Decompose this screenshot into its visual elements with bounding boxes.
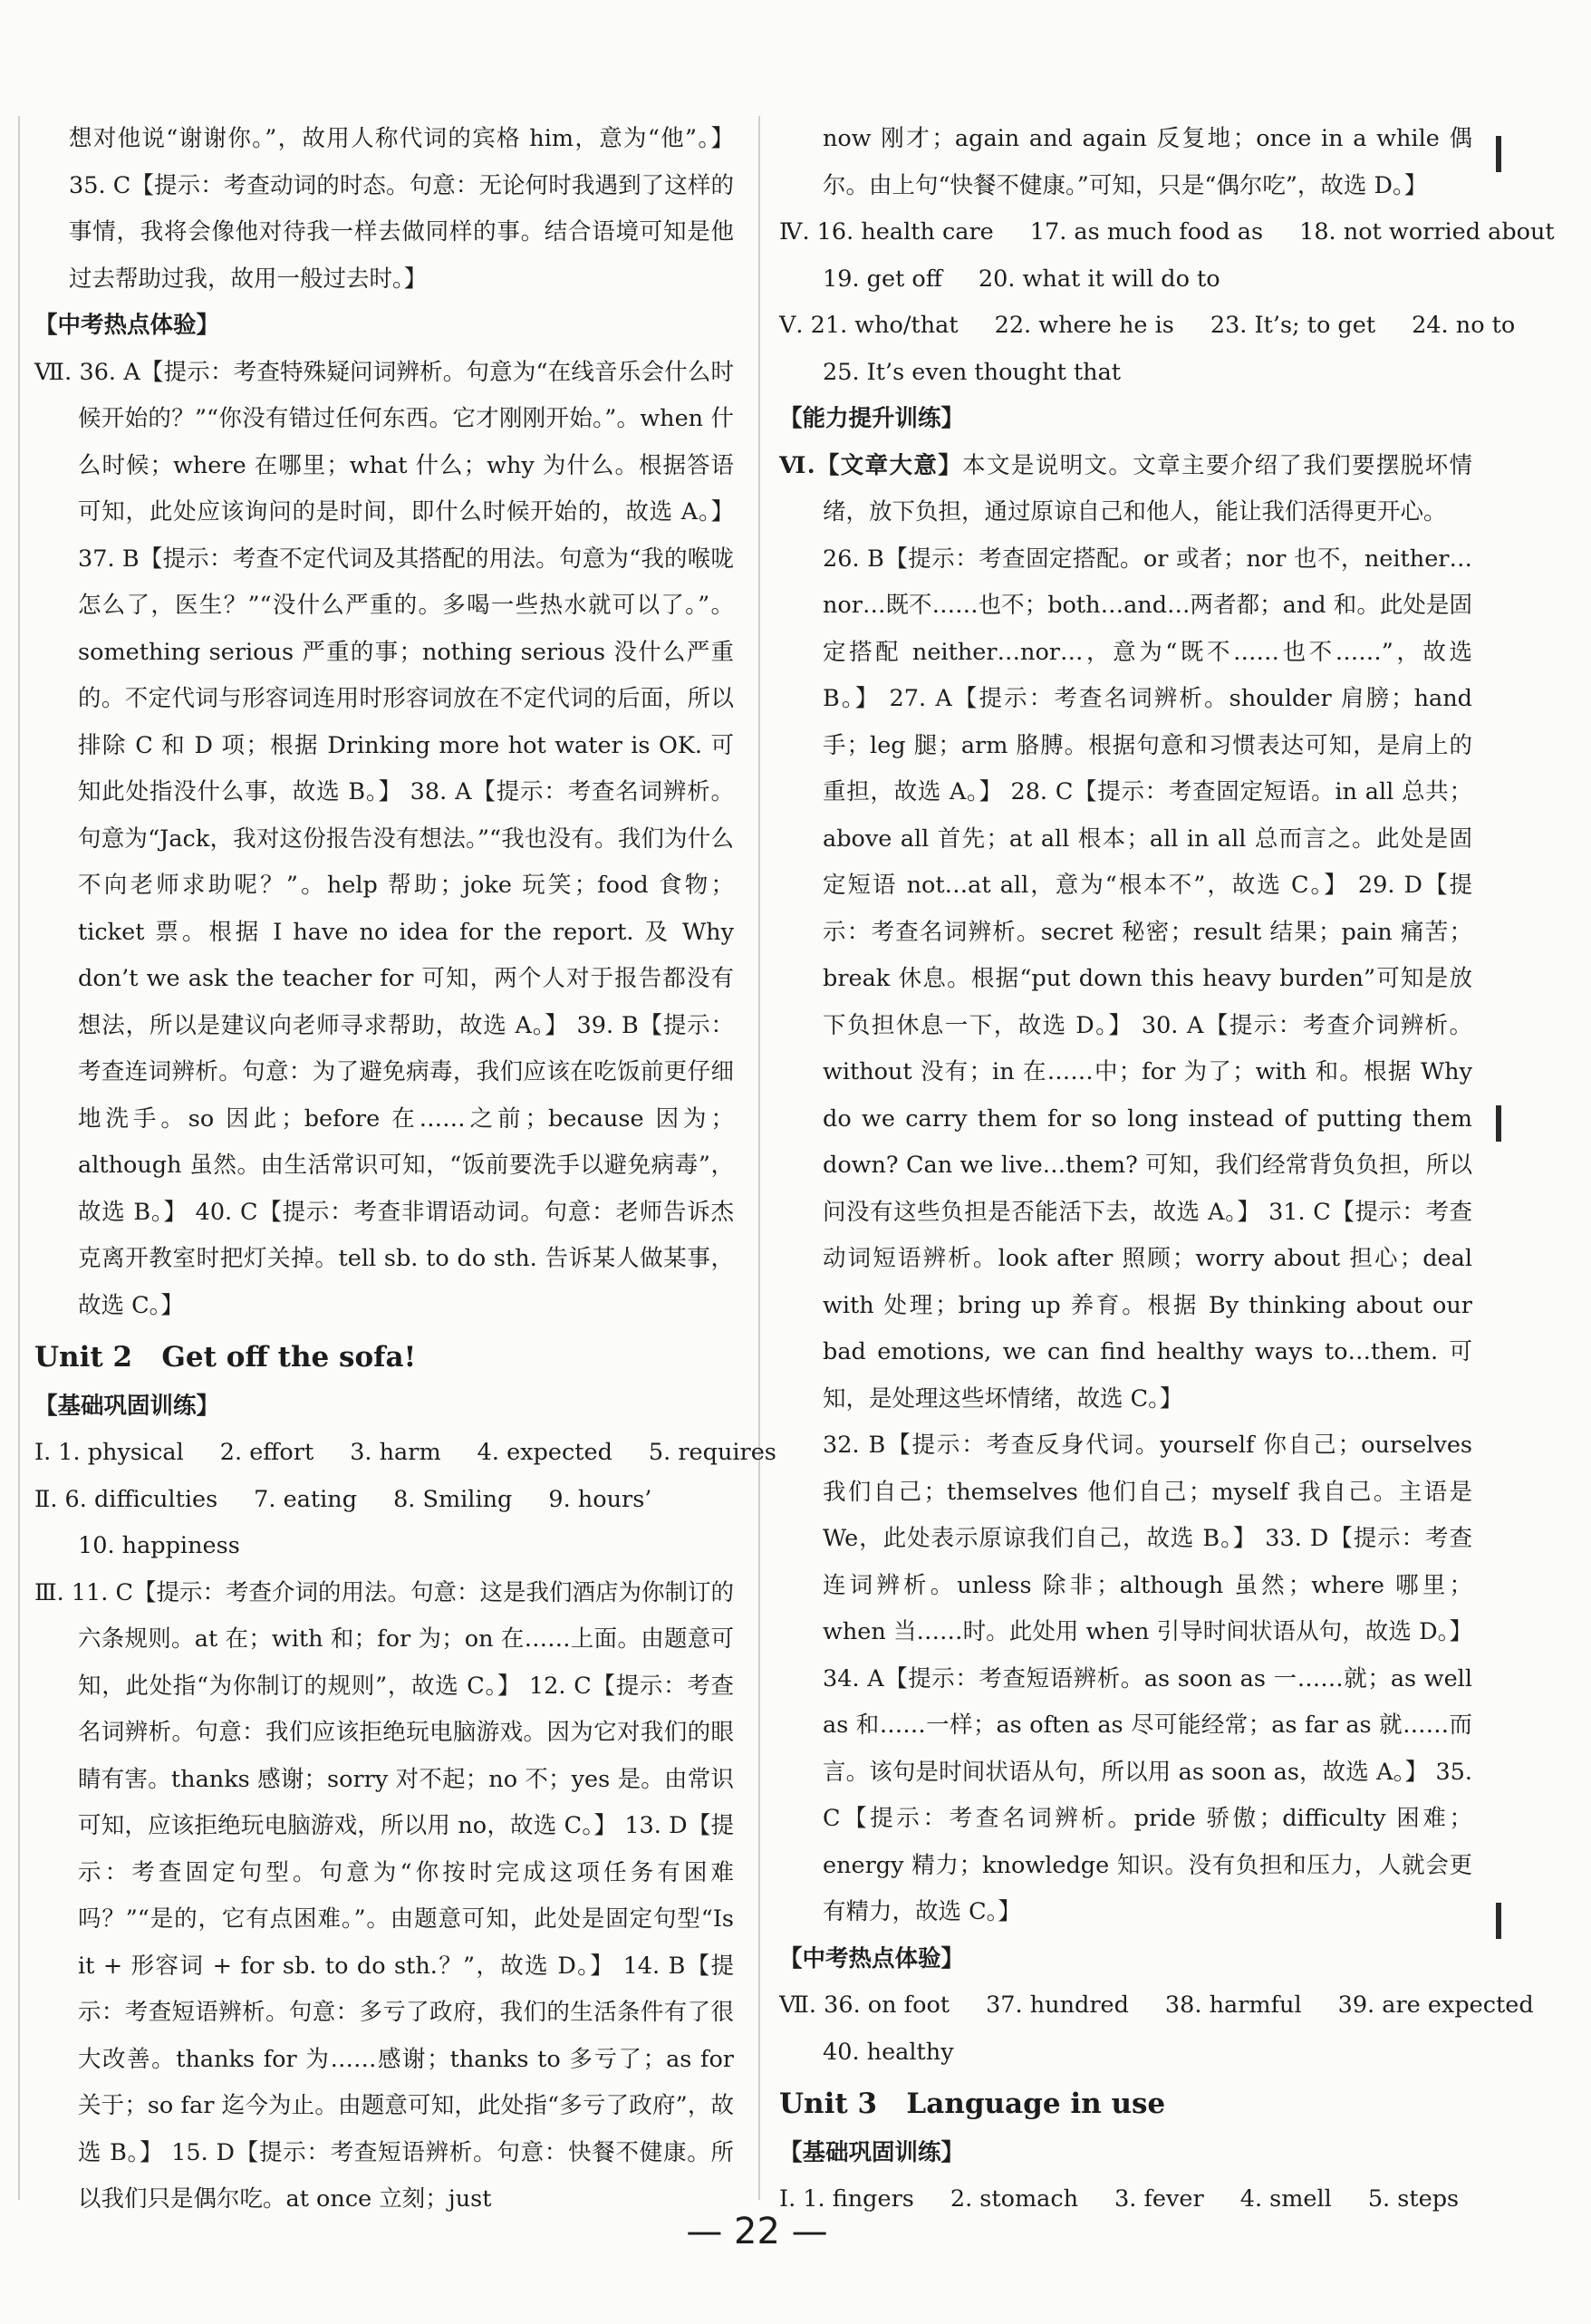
unit-heading [34,1335,734,1382]
answer-item: 2. effort [219,1439,314,1466]
unit-number: Unit 2 [34,1341,133,1374]
answer-item: 23. It’s; to get [1210,312,1376,339]
section-heading: 【基础巩固训练】 [34,1392,220,1420]
answer-item: 20. what it will do to [978,265,1220,293]
answer-paragraph: 26. B【提示：考查固定搭配。or 或者；nor 也不，neither…nor…既不……也不；both…and…两者都；and 和。此处是固定搭配 neither…nor…，意为“既不……也不……”，故选 B。】 27. A【提示：考查名词辨析。shoulder 肩膀；hand 手；leg 腿；arm 胳膊。根据句意和习惯表达可知，是肩上的重担，故选 A。】 28. C【提示：考查固定短语。in all 总共；above all 首先；at all 根本；all in all 总而言之。此处是固定短语 not…at all，意为“根本不”，故选 C。】 29. D【提示：考查名词辨析。secret 秘密；result 结果；pain 痛苦；break 休息。根据“put down this heavy burden”可知是放下负担休息一下，故选 D。】 30. A【提示：考查介词辨析。without 没有；in 在……中；for 为了；with 和。根据 Why do we carry them for so long instead of putting them down? Can we live…them? 可知，我们经常背负负担，所以问没有这些负担是否能活下去，故选 A。】 31. C【提示：考查动词短语辨析。look after 照顾；worry about 担心；deal with 处理；bring up 养育。根据 By thinking about our bad emotions, we can find healthy ways to…them. 可知，是处理这些坏情绪，故选 C。】 [823,545,1472,1413]
answer-row [779,350,1472,397]
column-divider [758,116,760,2200]
passage-summary-label: Ⅵ.【文章大意】 [779,451,963,479]
answer-paragraph: 想对他说“谢谢你。”，故用人称代词的宾格 him，意为“他”。】 35. C【提示：考查动词的时态。句意：无论何时我遇到了这样的事情，我将会像他对待我一样去做同样的事。结合语境可知是他过去帮助过我，故用一般过去时。】 [69,125,734,293]
edge-mark [1496,1105,1501,1142]
edge-mark [1496,1903,1501,1939]
answer-row [34,1477,734,1524]
answer-row [779,2030,1472,2077]
answer-row [779,1982,1534,2030]
answer-item: Ⅶ. 36. on foot [779,1991,950,2019]
answer-item: 2. stomach [950,2185,1079,2213]
unit-title: Get off the sofa! [161,1341,417,1374]
answer-item: 25. It’s even thought that [823,358,1122,386]
answer-item: 22. where he is [994,312,1174,339]
answer-row [34,1430,776,1477]
answer-row [779,303,1516,350]
answer-paragraph: Ⅶ. 36. A【提示：考查特殊疑问词辨析。句意为“在线音乐会什么时候开始的？”“你没有错过任何东西。它才刚刚开始。”。when 什么时候；where 在哪里；what 什么；why 为什么。根据答语可知，此处应该询问的是时间，即什么时候开始的，故选 A。】 37. B【提示：考查不定代词及其搭配的用法。句意为“我的喉咙怎么了，医生？”“没什么严重的。多喝一些热水就可以了。”。something serious 严重的事；nothing serious 没什么严重的。不定代词与形容词连用时形容词放在不定代词的后面，所以排除 C 和 D 项；根据 Drinking more hot water is OK. 可知此处指没什么事，故选 B。】 38. A【提示：考查名词辨析。句意为“Jack，我对这份报告没有想法。”“我也没有。我们为什么不向老师求助呢？”。help 帮助；joke 玩笑；food 食物；ticket 票。根据 I have no idea for the report. 及 Why don’t we ask the teacher for 可知，两个人对于报告都没有想法，所以是建议向老师寻求帮助，故选 A。】 39. B【提示：考查连词辨析。句意：为了避免病毒，我们应该在吃饭前更仔细地洗手。so 因此；before 在……之前；because 因为；although 虽然。由生活常识可知，“饭前要洗手以避免病毒”，故选 B。】 40. C【提示：考查非谓语动词。句意：老师告诉杰克离开教室时把灯关掉。tell sb. to do sth. 告诉某人做某事，故选 C。】 [34,358,734,1319]
left-column [34,116,776,2223]
answer-item: 4. expected [477,1439,612,1466]
answer-row [779,209,1555,256]
answer-row [779,256,1472,304]
answer-item: 37. hundred [986,1991,1129,2019]
answer-item: 7. eating [254,1485,358,1513]
answer-paragraph: now 刚才；again and again 反复地；once in a while 偶尔。由上句“快餐不健康。”可知，只是“偶尔吃”，故选 D。】 [823,125,1472,199]
answer-paragraph: Ⅲ. 11. C【提示：考查介词的用法。句意：这是我们酒店为你制订的六条规则。at 在；with 和；for 为；on 在……上面。由题意可知，此处指“为你制订的规则”，故选 C。】 12. C【提示：考查名词辨析。句意：我们应该拒绝玩电脑游戏。因为它对我们的眼睛有害。thanks 感谢；sorry 对不起；no 不；yes 是。由常识可知，应该拒绝玩电脑游戏，所以用 no，故选 C。】 13. D【提示：考查固定句型。句意为“你按时完成这项任务有困难吗？”“是的，它有点困难。”。由题意可知，此处是固定句型“Is it + 形容词 + for sb. to do sth.？”，故选 D。】 14. B【提示：考查短语辨析。句意：多亏了政府，我们的生活条件有了很大改善。thanks for 为……感谢；thanks to 多亏了；as for 关于；so far 迄今为止。由题意可知，此处指“多亏了政府”，故选 B。】 15. D【提示：考查短语辨析。句意：快餐不健康。所以我们只是偶尔吃。at once 立刻；just [34,1578,734,2213]
unit-heading [779,2081,1472,2128]
unit-title: Language in use [906,2088,1166,2120]
passage-summary-text: 本文是说明文。文章主要介绍了我们要摆脱坏情绪，放下负担，通过原谅自己和他人，能让我们活得更开心。 [823,451,1472,526]
answer-item: 40. healthy [823,2038,954,2066]
answer-item: 9. hours’ [548,1485,652,1513]
answer-item: 3. fever [1114,2185,1204,2213]
answer-item: Ⅴ. 21. who/that [779,312,959,339]
answer-item: 19. get off [823,265,942,293]
answer-item: 18. not worried about [1299,218,1555,246]
answer-item: Ⅳ. 16. health care [779,218,994,246]
page-number: — 22 — [686,2211,828,2252]
answer-item: 17. as much food as [1029,218,1264,246]
section-heading: 【基础巩固训练】 [779,2138,965,2166]
right-column [779,116,1555,2223]
unit-number: Unit 3 [779,2088,878,2120]
answer-item: Ⅱ. 6. difficulties [34,1485,218,1513]
answer-paragraph [779,443,1472,536]
answer-item: 4. smell [1239,2185,1332,2213]
answer-paragraph: 32. B【提示：考查反身代词。yourself 你自己；ourselves 我们自己；themselves 他们自己；myself 我自己。主语是 We，此处表示原谅我们自己，故选 B。】 33. D【提示：考查连词辨析。unless 除非；although 虽然；where 哪里；when 当……时。此处用 when 引导时间状语从句，故选 D。】 34. A【提示：考查短语辨析。as soon as 一……就；as well as 和……一样；as often as 尽可能经常；as far as 就……而言。该句是时间状语从句，所以用 as soon as，故选 A。】 35. C【提示：考查名词辨析。pride 骄傲；difficulty 困难；energy 精力；knowledge 知识。没有负担和压力，人就会更有精力，故选 C。】 [823,1432,1472,1925]
answer-item: 3. harm [350,1439,441,1466]
answer-item: Ⅰ. 1. fingers [779,2185,914,2213]
answer-item: Ⅰ. 1. physical [34,1439,184,1466]
answer-row [34,1523,734,1570]
answer-item: 5. steps [1367,2185,1460,2213]
answer-item: 24. no to [1412,312,1516,339]
answer-item: 39. are expected [1337,1991,1534,2019]
answer-item: 5. requires [648,1439,776,1466]
answer-item: 8. Smiling [393,1485,513,1513]
answer-item: 10. happiness [78,1532,240,1559]
left-margin-rule [18,116,20,2200]
section-heading: 【能力提升训练】 [779,405,965,432]
answer-item: 38. harmful [1164,1991,1302,2019]
section-heading: 【中考热点体验】 [779,1944,965,1972]
edge-mark [1496,136,1501,172]
section-heading: 【中考热点体验】 [34,312,220,339]
